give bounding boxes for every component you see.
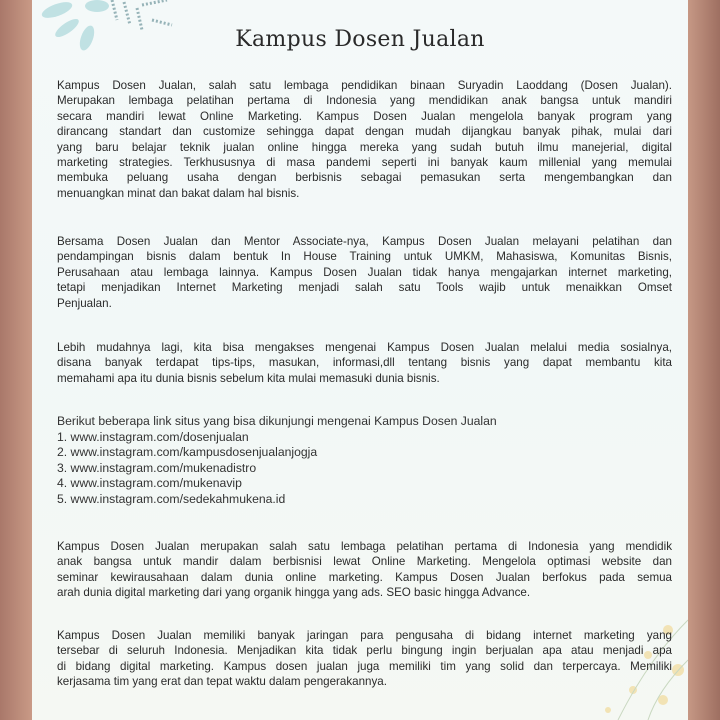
paragraph-line: seminar kewirausahaan dalam dunia online marketing. Kampus Dosen Jualan berfokus pada semua — [57, 570, 672, 584]
link-item[interactable]: 4. www.instagram.com/mukenavip — [57, 476, 242, 491]
paragraph-line: Perusahaan atau lembaga lainnya. Kampus Dosen Jualan tidak hanya mengajarkan internet marketing, — [57, 265, 672, 279]
paragraph-line: yang baru belajar teknik jualan online hingga mereka yang sudah butuh ilmu manejerial, digital — [57, 140, 672, 154]
link-item[interactable]: 3. www.instagram.com/mukenadistro — [57, 460, 257, 475]
paragraph-line: dirancang standart dan customize sehingga dapat dengan mudah dijangkau banyak pihak, mulai dari — [57, 125, 672, 139]
paragraph-line: Merupakan lembaga pelatihan pertama di Indonesia yang mendidikan anak bangsa untuk mandiri — [57, 94, 672, 108]
paragraph-line: Kampus Dosen Jualan merupakan salah satu lembaga pelatihan pertama di Indonesia yang mendidik — [57, 540, 672, 553]
paragraph-line: tetapi menjadikan Internet Marketing menjadi salah satu Tools wajib untuk menaikkan Omset — [57, 281, 672, 295]
links-list — [57, 414, 497, 508]
paragraph-intro — [57, 78, 672, 201]
paragraph-line: Penjualan. — [57, 296, 112, 310]
paragraph-line: pendampingan bisnis dalam bentuk In House Training untuk UMKM, Mahasiswa, Komunitas Bisnis, — [57, 250, 672, 264]
links-intro: Berikut beberapa link situs yang bisa dikunjungi mengenai Kampus Dosen Jualan — [57, 414, 497, 428]
document-page — [32, 0, 688, 720]
paragraph-line: menuangkan minat dan bakat dalam hal bisnis. — [57, 186, 300, 200]
photo-frame-right — [688, 0, 720, 720]
paragraph-network — [57, 628, 672, 690]
paragraph-line: disana banyak terdapat tips-tips, masukan, informasi,dll tentang bisnis yang dapat membantu kita — [57, 356, 672, 370]
paragraph-line: Kampus Dosen Jualan, salah satu lembaga pendidikan binaan Suryadin Laoddang (Dosen Jualan). — [57, 79, 672, 92]
paragraph-line: Bersama Dosen Jualan dan Mentor Associate-nya, Kampus Dosen Jualan melayani pelatihan dan — [57, 235, 672, 248]
paragraph-line: marketing strategies. Terkhususnya di masa pandemi seperti ini banyak kaum millenial yang memulai — [57, 156, 672, 170]
paragraph-line: secara mandiri lewat Online Marketing. Kampus Dosen Jualan mengelola banyak program yang — [57, 109, 672, 123]
paragraph-line: tersebar di seluruh Indonesia. Menjadikan kita tidak perlu bingung ingin berjualan apa atau menjadi apa — [57, 644, 672, 658]
paragraph-line: Lebih mudahnya lagi, kita bisa mengakses mengenai Kampus Dosen Jualan melalui media sosialnya, — [57, 341, 672, 354]
photo-frame-left — [0, 0, 32, 720]
paragraph-line: arah dunia digital marketing dari yang organik hingga yang ads. SEO basic hingga Advance. — [57, 586, 531, 600]
paragraph-services — [57, 234, 672, 311]
link-item[interactable]: 5. www.instagram.com/sedekahmukena.id — [57, 491, 286, 506]
paragraph-line: memahami apa itu dunia bisnis sebelum kita mulai memasuki dunia bisnis. — [57, 371, 440, 385]
paragraph-line: anak bangsa untuk mandir dalam berbisnisi lewat Online Marketing. Mengelola optimasi website dan — [57, 555, 672, 569]
paragraph-line: membuka peluang usaha dengan berbisnis sebagai pemasukan serta mengembangkan dan — [57, 171, 672, 185]
link-item[interactable]: 2. www.instagram.com/kampusdosenjualanjogja — [57, 445, 318, 460]
paragraph-social-media — [57, 340, 672, 386]
paragraph-training — [57, 539, 672, 601]
paragraph-line: di bidang digital marketing. Kampus dosen jualan juga memiliki tim yang solid dan terpercaya. Memiliki — [57, 659, 672, 673]
page-title: Kampus Dosen Jualan — [235, 27, 485, 52]
paragraph-line: Kampus Dosen Jualan memiliki banyak jaringan para pengusaha di bidang internet marketing yang — [57, 629, 672, 642]
paragraph-line: kerjasama tim yang erat dan tepat waktu dalam pengerakannya. — [57, 675, 387, 689]
link-item[interactable]: 1. www.instagram.com/dosenjualan — [57, 429, 249, 444]
